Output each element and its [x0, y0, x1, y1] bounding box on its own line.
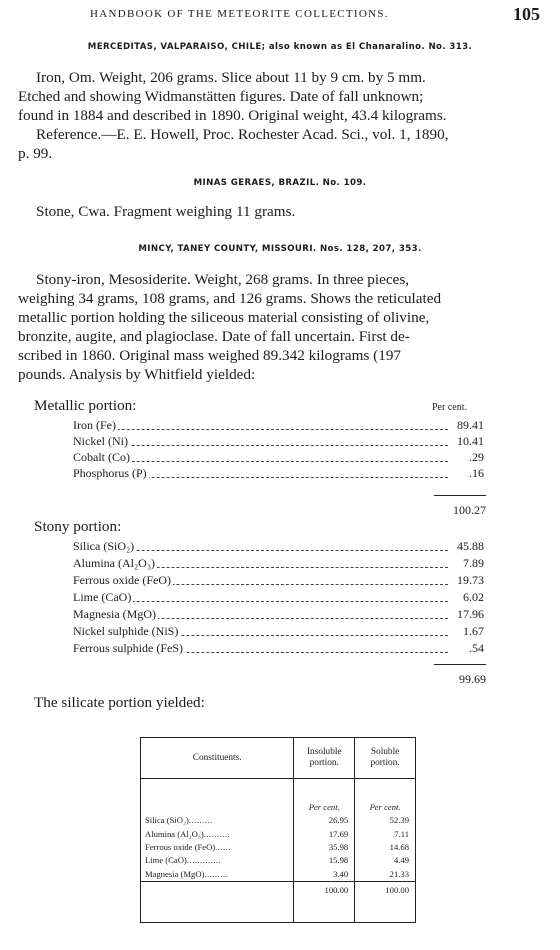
analysis-row: [73, 539, 484, 555]
table-row: [141, 867, 416, 881]
text-line: weighing 34 grams, 108 grams, and 126 grams. Shows the reticulated: [18, 290, 442, 307]
text-line: Stony-iron, Mesosiderite. Weight, 268 grams. In three pieces,: [36, 271, 410, 288]
stony-portion-label: Stony portion:: [34, 518, 122, 535]
analysis-row-label: Ferrous oxide (FeO): [73, 573, 171, 587]
analysis-row: [73, 450, 484, 466]
analysis-row: [73, 466, 484, 482]
silicate-table: [140, 737, 416, 923]
text-line: bronzite, augite, and plagioclase. Date of fall uncertain. First de-: [18, 328, 410, 345]
insoluble-value: 17.69: [294, 828, 355, 841]
text-line: Iron, Om. Weight, 206 grams. Slice about 11 by 9 cm. by 5 mm.: [36, 69, 426, 86]
analysis-row: [73, 607, 484, 623]
insoluble-value: 15.98: [294, 854, 355, 867]
constituent-name: Magnesia (MgO).........: [145, 868, 229, 879]
paragraph-mincy: [18, 270, 540, 384]
soluble-value: 7.11: [355, 828, 416, 841]
text-line: scribed in 1860. Original mass weighed 89.342 kilograms (197: [18, 347, 402, 364]
paragraph-merceditas: [18, 68, 540, 163]
analysis-row: [73, 641, 484, 657]
analysis-row-label: Silica (SiO₂): [73, 539, 135, 553]
table-total-row: [141, 881, 416, 900]
analysis-row: [73, 418, 484, 434]
metallic-total: 100.27: [453, 503, 486, 517]
analysis-row: [73, 556, 484, 572]
analysis-row-value: .16: [450, 466, 484, 481]
paragraph-minas-geraes: Stone, Cwa. Fragment weighing 11 grams.: [36, 203, 296, 220]
section-heading-mincy: MINCY, TANEY COUNTY, MISSOURI. Nos. 128, 207, 353.: [138, 244, 422, 254]
analysis-row-label: Cobalt (Co): [73, 450, 130, 464]
table-spacer-row: [141, 900, 416, 923]
column-header: Insoluble portion.: [294, 738, 355, 779]
soluble-value: 14.68: [355, 841, 416, 854]
silicate-intro: The silicate portion yielded:: [34, 694, 205, 711]
table-header-row: [141, 738, 416, 779]
stony-total: 99.69: [459, 672, 486, 686]
analysis-row-value: 19.73: [450, 573, 484, 588]
analysis-row: [73, 573, 484, 589]
table-row: [141, 841, 416, 854]
constituent-name: Silica (SiO₂).........: [145, 815, 213, 826]
table-row: [141, 814, 416, 827]
analysis-row-value: 45.88: [450, 539, 484, 554]
table-unit-row: [141, 801, 416, 814]
constituent-name: Ferrous oxide (FeO)......: [145, 842, 232, 853]
dot-leader: [77, 445, 448, 446]
analysis-row-label: Magnesia (MgO): [73, 607, 156, 621]
section-heading-merceditas: MERCEDITAS, VALPARAISO, CHILE; also known as El Chanaralino. No. 313.: [87, 42, 473, 52]
analysis-row-value: 6.02: [450, 590, 484, 605]
analysis-row-value: .29: [450, 450, 484, 465]
analysis-row-label: Alumina (Al₂O₃): [73, 556, 156, 570]
analysis-row-label: Ferrous sulphide (FeS): [73, 641, 183, 655]
running-title: HANDBOOK OF THE METEORITE COLLECTIONS.: [90, 8, 389, 20]
text-line: metallic portion holding the siliceous material consisting of olivine,: [18, 309, 430, 326]
metallic-portion-label: Metallic portion:: [34, 397, 137, 414]
analysis-row-label: Lime (CaO): [73, 590, 132, 604]
column-header: Constituents.: [141, 738, 294, 779]
text-line: p. 99.: [18, 145, 53, 162]
analysis-row-value: 1.67: [450, 624, 484, 639]
analysis-row-label: Nickel sulphide (NiS): [73, 624, 179, 638]
per-cent-label: Per cent.: [432, 402, 467, 413]
soluble-value: 4.49: [355, 854, 416, 867]
text-line: Reference.—E. E. Howell, Proc. Rochester Acad. Sci., vol. 1, 1890,: [36, 126, 449, 143]
table-row: [141, 828, 416, 841]
insoluble-value: 3.40: [294, 867, 355, 881]
insoluble-total: 100.00: [294, 881, 355, 900]
constituent-name: Alumina (Al₂O₃)..........: [145, 828, 231, 839]
analysis-row-value: 10.41: [450, 434, 484, 449]
dot-leader: [77, 429, 448, 430]
section-heading-minas-geraes: MINAS GERAES, BRAZIL. No. 109.: [193, 178, 367, 188]
sum-rule: [434, 495, 486, 496]
unit-label: Per cent.: [355, 801, 416, 814]
analysis-row-label: Nickel (Ni): [73, 434, 128, 448]
analysis-row-value: 17.96: [450, 607, 484, 622]
constituent-name: Lime (CaO).............: [145, 855, 222, 866]
soluble-value: 52.39: [355, 814, 416, 827]
table-row: [141, 854, 416, 867]
dot-leader: [77, 461, 448, 462]
analysis-row: [73, 434, 484, 450]
text-line: found in 1884 and described in 1890. Original weight, 43.4 kilograms.: [18, 107, 447, 124]
insoluble-value: 26.95: [294, 814, 355, 827]
text-line: Etched and showing Widmanstätten figures. Date of fall unknown;: [18, 88, 424, 105]
table-spacer-row: [141, 779, 416, 802]
insoluble-value: 35.98: [294, 841, 355, 854]
soluble-value: 21.33: [355, 867, 416, 881]
analysis-row: [73, 590, 484, 606]
running-header: [0, 6, 560, 24]
column-header: Soluble portion.: [355, 738, 416, 779]
analysis-row-value: 89.41: [450, 418, 484, 433]
analysis-row-label: Phosphorus (P): [73, 466, 147, 480]
soluble-total: 100.00: [355, 881, 416, 900]
text-line: pounds. Analysis by Whitfield yielded:: [18, 366, 256, 383]
analysis-row-label: Iron (Fe): [73, 418, 116, 432]
sum-rule: [434, 664, 486, 665]
analysis-row-value: 7.89: [450, 556, 484, 571]
analysis-row-value: .54: [450, 641, 484, 656]
unit-label: Per cent.: [294, 801, 355, 814]
analysis-row: [73, 624, 484, 640]
page-number: 105: [513, 4, 540, 24]
